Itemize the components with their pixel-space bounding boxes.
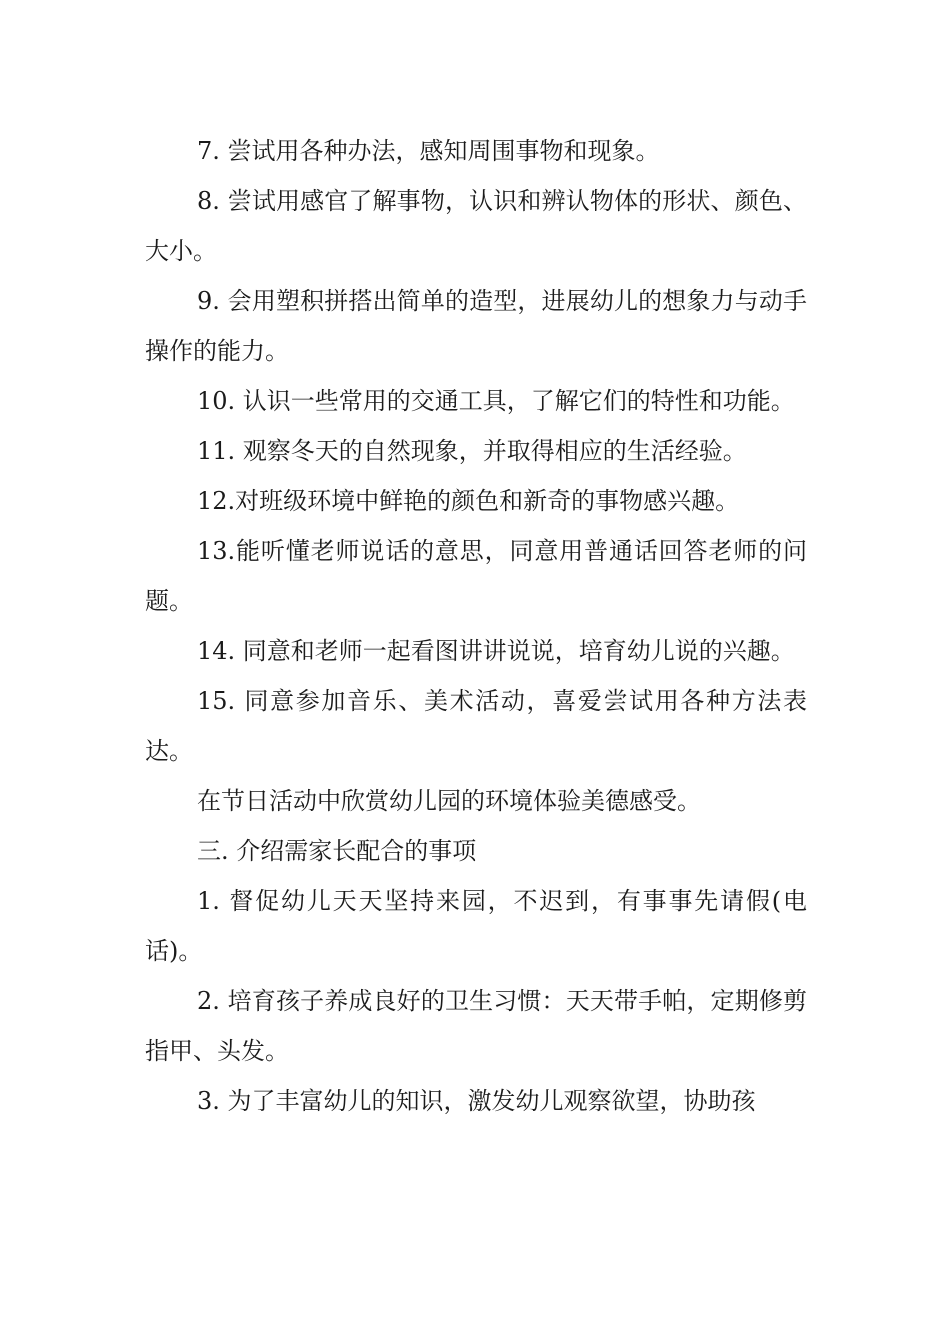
paragraph-item-15: 15. 同意参加音乐、美术活动，喜爱尝试用各种方法表达。 xyxy=(145,687,807,765)
paragraph-festival: 在节日活动中欣赏幼儿园的环境体验美德感受。 xyxy=(197,787,701,815)
paragraph-item-8: 8. 尝试用感官了解事物，认识和辨认物体的形状、颜色、大小。 xyxy=(145,187,807,265)
parent-item-1: 1. 督促幼儿天天坚持来园，不迟到，有事事先请假(电话)。 xyxy=(145,887,807,965)
paragraph-item-13: 13.能听懂老师说话的意思，同意用普通话回答老师的问题。 xyxy=(145,537,807,615)
parent-item-3: 3. 为了丰富幼儿的知识，激发幼儿观察欲望，协助孩 xyxy=(197,1087,756,1115)
paragraph-item-9: 9. 会用塑积拼搭出简单的造型，进展幼儿的想象力与动手操作的能力。 xyxy=(145,287,807,365)
paragraph-item-14: 14. 同意和老师一起看图讲讲说说，培育幼儿说的兴趣。 xyxy=(197,637,795,665)
section-heading: 三. 介绍需家长配合的事项 xyxy=(197,837,477,865)
paragraph-item-12: 12.对班级环境中鲜艳的颜色和新奇的事物感兴趣。 xyxy=(197,487,740,515)
paragraph-item-11: 11. 观察冬天的自然现象，并取得相应的生活经验。 xyxy=(197,437,747,465)
paragraph-item-7: 7. 尝试用各种办法，感知周围事物和现象。 xyxy=(197,137,660,165)
paragraph-item-10: 10. 认识一些常用的交通工具，了解它们的特性和功能。 xyxy=(197,387,795,415)
document-body xyxy=(145,126,807,1126)
parent-item-2: 2. 培育孩子养成良好的卫生习惯：天天带手帕，定期修剪指甲、头发。 xyxy=(145,987,807,1065)
